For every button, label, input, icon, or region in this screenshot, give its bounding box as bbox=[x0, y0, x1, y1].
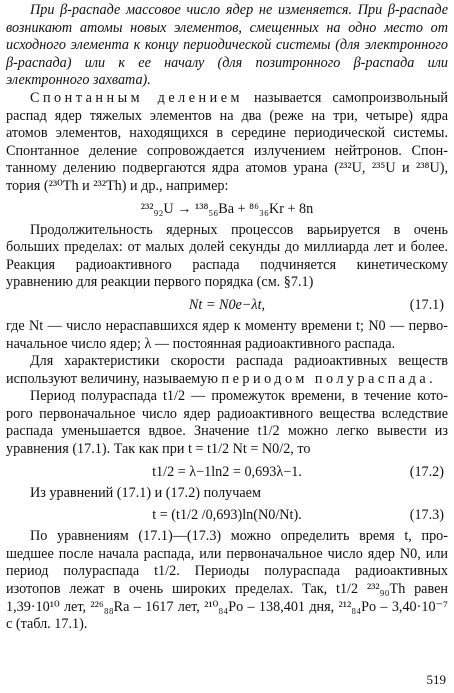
equation-17-2-number: (17.2) bbox=[409, 463, 444, 480]
equation-17-1-expr: Nt = N0e−λt, bbox=[188, 296, 266, 313]
paragraph-beta-decay: При β-распаде массовое число ядер не изменяется. При β-распаде возникают атомы новых элементов, смещенных на одно место от исходного элемента к концу периодической системы (для электронного β-распада) или к ее началу (для позитронного β-распада или электронного захвата). bbox=[6, 2, 448, 89]
equation-17-1 bbox=[6, 294, 448, 316]
paragraph-from-equations: Из уравнений (17.1) и (17.2) получаем bbox=[30, 484, 261, 501]
paragraph-half-life-intro-b: . bbox=[429, 370, 433, 387]
equation-fission-expr: ²³²₉₂U → ¹³⁸₅₆Ba + ⁸⁶₃₆Kr + 8n bbox=[140, 200, 314, 217]
paragraph-half-life-intro-a: Для характеристики скорости распада радиоактивных веществ используют величину, называемую bbox=[6, 353, 448, 387]
equation-fission bbox=[6, 198, 448, 220]
equation-17-2-expr: t1/2 = λ−1ln2 = 0,693λ−1. bbox=[152, 463, 302, 480]
paragraph-half-lives: По уравнениям (17.1)—(17.3) можно определить время t, прошедшее после начала распада, или первоначальное число ядер N0, или период полураспада t1/2. Периоды полураспада радиоактивных изотопов лежат в очень широких пределах. Так, t1/2 ²³²₉₀Th равен 1,39·10¹⁰ лет, ²²⁶₈₈Ra – 1617 лет, ²¹⁰₈₄Po – 138,401 дня, ²¹²₈₄Po – 3,40·10⁻⁷ с (табл. 17.1). bbox=[6, 528, 448, 633]
term-half-life: периодом полураспада bbox=[221, 370, 430, 387]
paragraph-spontaneous-fission bbox=[6, 90, 448, 196]
paragraph-duration: Продолжительность ядерных процессов варьируется в очень больших пределах: от малых долей секунды до миллиарда лет и более. Реакция радиоактивного распада подчиняется кинетическому уравнению для реакции первого порядка (см. §7.1) bbox=[6, 221, 448, 291]
equation-17-2 bbox=[6, 461, 448, 483]
paragraph-half-life-intro bbox=[6, 353, 448, 388]
equation-17-3-number: (17.3) bbox=[409, 507, 444, 524]
paragraph-half-life-def: Период полураспада t1/2 — промежуток времени, в течение которого первоначальное число ядер радиоактивного вещества вследствие распада уменьшается вдвое. Значение t1/2 можно легко вывести из уравнения (17.1). Так как при t = t1/2 Nt = N0/2, то bbox=[6, 388, 448, 458]
page-body bbox=[6, 2, 448, 634]
page-number: 519 bbox=[426, 672, 446, 687]
term-spontaneous-fission: Спонтанным делением bbox=[30, 89, 243, 106]
paragraph-spontaneous-fission-text: называется самопроизвольный распад ядер тяжелых элементов на два (реже на три, четыре) ядра атомов элементов, находящихся в середине периодической системы. Спонтанное деление сопровождается излучением нейтронов. Спонтанному делению подвергаются ядра атомов урана (²³²U, ²³⁵U и ²³⁸U), тория (²³⁰Th и ²³²Th) и др., например: bbox=[6, 89, 448, 194]
equation-17-3 bbox=[6, 504, 448, 526]
equation-17-1-number: (17.1) bbox=[409, 296, 444, 313]
paragraph-where: где Nt — число нераспавшихся ядер к моменту времени t; N0 — первоначальное число ядер; λ — постоянная радиоактивного распада. bbox=[6, 317, 448, 352]
equation-17-3-expr: t = (t1/2 /0,693)ln(N0/Nt). bbox=[152, 507, 302, 524]
